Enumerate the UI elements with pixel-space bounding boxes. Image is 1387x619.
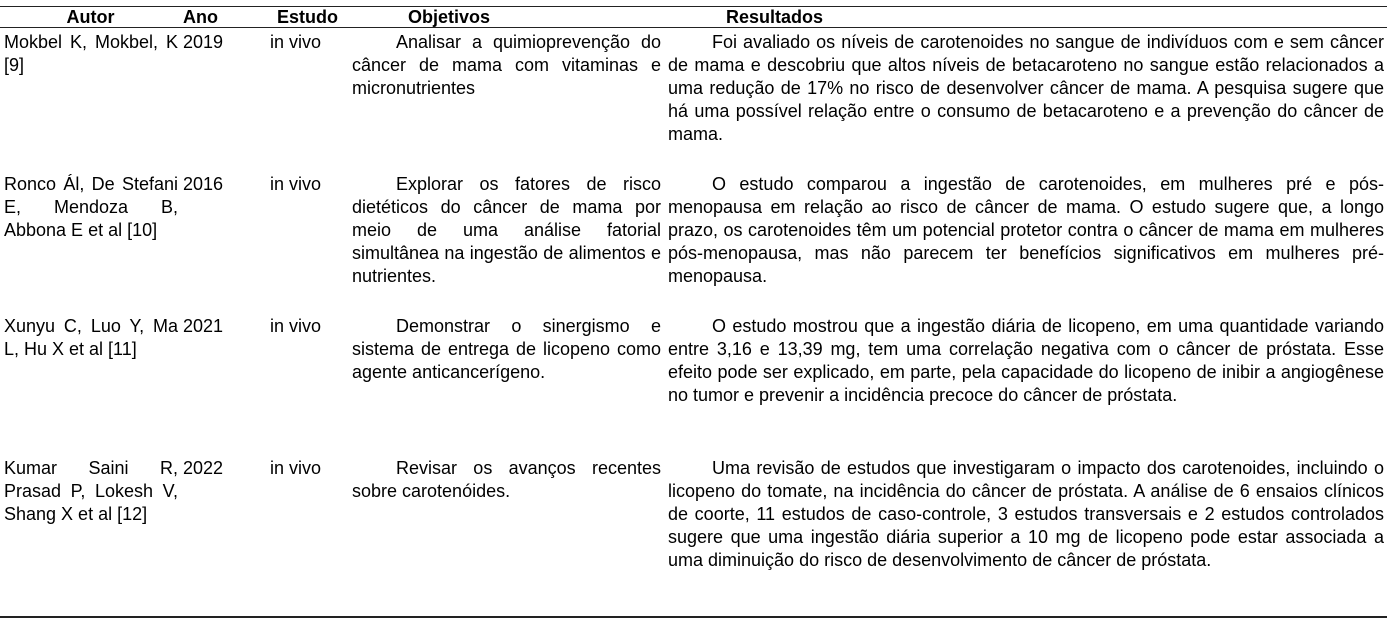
cell-objetivos: Demonstrar o sinergismo e sistema de entrega de licopeno como agente anticancerígeno. <box>352 316 661 382</box>
table-header-row <box>0 7 1387 27</box>
cell-ano: 2016 <box>183 174 224 194</box>
cell-autor: Kumar Saini R, Prasad P, Lokesh V, Shang X et al [12] <box>4 458 178 524</box>
cell-resultados: O estudo mostrou que a ingestão diária de licopeno, em uma quantidade variando entre 3,16 e 13,39 mg, tem uma correlação negativa com o câncer de próstata. Esse efeito pode ser explicado, em parte, pela capacidade do licopeno de inibir a angiogênese no tumor e prevenir a incidência precoce do câncer de próstata. <box>668 316 1384 405</box>
header-objetivos: Objetivos <box>408 7 491 27</box>
cell-estudo: in vivo <box>270 458 322 478</box>
results-table <box>0 7 1387 617</box>
cell-ano: 2022 <box>183 458 224 478</box>
cell-estudo: in vivo <box>270 316 322 336</box>
cell-autor: Ronco Ál, De Stefani E, Mendoza B, Abbona E et al [10] <box>4 174 178 240</box>
cell-autor: Xunyu C, Luo Y, Ma L, Hu X et al [11] <box>4 316 178 359</box>
table-row <box>0 457 1387 617</box>
table-row <box>0 173 1387 315</box>
cell-resultados: Foi avaliado os níveis de carotenoides no sangue de indivíduos com e sem câncer de mama e descobriu que altos níveis de betacaroteno no sangue estão relacionados a uma redução de 17% no risco de desenvolver câncer de mama. A pesquisa sugere que há uma possível relação entre o consumo de betacaroteno e a prevenção do câncer de mama. <box>668 32 1384 144</box>
cell-resultados: O estudo comparou a ingestão de carotenoides, em mulheres pré e pós-menopausa em relação ao risco de câncer de mama. O estudo sugere que, a longo prazo, os carotenoides têm um potencial protetor contra o câncer de mama em mulheres pós-menopausa, mas não parecem ter benefícios significativos em mulheres pré-menopausa. <box>668 174 1384 286</box>
cell-estudo: in vivo <box>270 32 322 52</box>
table-row <box>0 315 1387 457</box>
table-bottom-rule <box>0 616 1387 618</box>
cell-ano: 2021 <box>183 316 224 336</box>
header-resultados: Resultados <box>726 7 824 27</box>
cell-resultados: Uma revisão de estudos que investigaram o impacto dos carotenoides, incluindo o licopeno do tomate, na incidência do câncer de próstata. A análise de 6 ensaios clínicos de coorte, 11 estudos de caso-controle, 3 estudos transversais e 2 estudos controlados sugere que uma ingestão diária superior a 10 mg de licopeno pode estar associada a uma diminuição do risco de desenvolvimento de câncer de próstata. <box>668 458 1384 570</box>
cell-objetivos: Revisar os avanços recentes sobre carotenóides. <box>352 458 661 501</box>
cell-estudo: in vivo <box>270 174 322 194</box>
header-autor: Autor <box>66 7 115 27</box>
table-row <box>0 27 1387 173</box>
header-estudo: Estudo <box>277 7 338 27</box>
cell-ano: 2019 <box>183 32 224 52</box>
cell-objetivos: Explorar os fatores de risco dietéticos do câncer de mama por meio de uma análise fatorial simultânea na ingestão de alimentos e nutrientes. <box>352 174 661 286</box>
header-ano: Ano <box>183 7 218 27</box>
cell-autor: Mokbel K, Mokbel, K [9] <box>4 32 178 75</box>
cell-objetivos: Analisar a quimioprevenção do câncer de mama com vitaminas e micronutrientes <box>352 32 661 98</box>
